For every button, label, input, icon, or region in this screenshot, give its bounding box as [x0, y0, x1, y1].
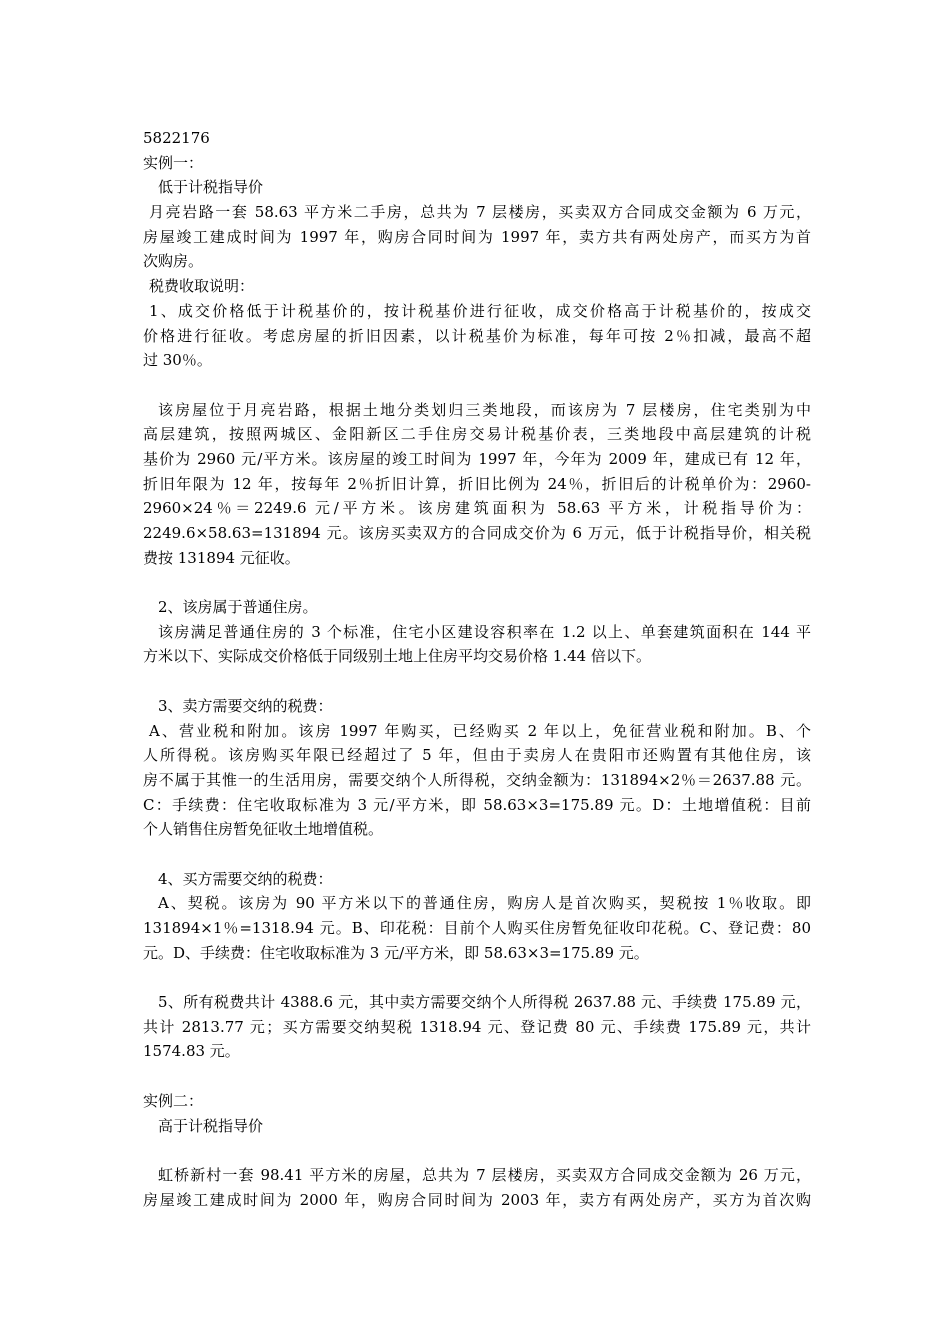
- explain-title: 税费收取说明：: [149, 277, 255, 296]
- blank-line: [143, 1064, 811, 1089]
- point1-detail: [143, 398, 811, 571]
- paragraph-line: A、营业税和附加。该房 1997 年购买，已经购买 2 年以上，免征营业税和附加。B、个: [149, 721, 811, 740]
- paragraph-line: 价格进行征收。考虑房屋的折旧因素，以计税基价为标准，每年可按 2％扣减，最高不超: [143, 326, 811, 345]
- paragraph-line: 房屋竣工建成时间为 2000 年，购房合同时间为 2003 年，卖方有两处房产，买方为首次购: [143, 1190, 811, 1209]
- document-id: 5822176: [143, 129, 210, 147]
- blank-line: [143, 842, 811, 867]
- paragraph-line: 5、所有税费共计 4388.6 元，其中卖方需要交纳个人所得税 2637.88 元、手续费 175.89 元，: [158, 993, 811, 1012]
- paragraph-line: 次购房。: [143, 252, 204, 271]
- blank-line: [143, 669, 811, 694]
- blank-line: [143, 373, 811, 398]
- case1-title: 实例一：: [143, 153, 204, 172]
- blank-line: [143, 570, 811, 595]
- paragraph-line: A、契税。该房为 90 平方米以下的普通住房，购房人是首次购买，契税按 1％收取。即: [158, 894, 811, 913]
- point4-title: 4、买方需要交纳的税费：: [158, 869, 333, 888]
- case1-subtitle: 低于计税指导价: [158, 178, 264, 197]
- point4: [143, 891, 811, 965]
- paragraph-line: 该房满足普通住房的 3 个标准，住宅小区建设容积率在 1.2 以上、单套建筑面积在 144 平: [158, 622, 811, 641]
- paragraph-line: 房屋竣工建成时间为 1997 年，购房合同时间为 1997 年，卖方共有两处房产，而买方为首: [143, 227, 811, 246]
- case2-subtitle: 高于计税指导价: [158, 1116, 264, 1135]
- paragraph-line: 方米以下、实际成交价格低于同级别土地上住房平均交易价格 1.44 倍以下。: [143, 647, 651, 666]
- point3: [143, 719, 811, 842]
- paragraph-line: 个人销售住房暂免征收土地增值税。: [143, 820, 384, 839]
- paragraph-line: 费按 131894 元征收。: [143, 548, 300, 567]
- paragraph-line: 2249.6×58.63=131894 元。该房买卖双方的合同成交价为 6 万元，低于计税指导价，相关税: [143, 524, 811, 542]
- paragraph-line: 虹桥新村一套 98.41 平方米的房屋，总共为 7 层楼房，买卖双方合同成交金额为 26 万元，: [158, 1165, 811, 1184]
- paragraph-line: 该房屋位于月亮岩路，根据土地分类划归三类地段，而该房为 7 层楼房，住宅类别为中: [158, 400, 811, 419]
- paragraph-line: 过 30％。: [143, 351, 212, 370]
- paragraph-line: 人所得税。该房购买年限已经超过了 5 年，但由于卖房人在贵阳市还购置有其他住房，该: [143, 746, 811, 765]
- paragraph-line: 折旧年限为 12 年，按每年 2％折旧计算，折旧比例为 24％，折旧后的计税单价为：2960-: [143, 474, 811, 493]
- paragraph-line: 2960×24％＝2249.6 元/平方米。该房建筑面积为 58.63 平方米，计税指导价为：: [143, 499, 811, 518]
- paragraph-line: 1574.83 元。: [143, 1042, 240, 1061]
- point2: [143, 620, 811, 669]
- blank-line: [143, 1138, 811, 1163]
- paragraph-line: C：手续费：住宅收取标准为 3 元/平方米，即 58.63×3=175.89 元。D：土地增值税：目前: [143, 795, 811, 814]
- paragraph-line: 1、成交价格低于计税基价的，按计税基价进行征收，成交价格高于计税基价的，按成交: [149, 301, 811, 320]
- paragraph-line: 房不属于其惟一的生活用房，需要交纳个人所得税，交纳金额为：131894×2％＝2637.88 元。: [143, 770, 811, 789]
- paragraph-line: 月亮岩路一套 58.63 平方米二手房，总共为 7 层楼房，买卖双方合同成交金额为 6 万元，: [149, 203, 811, 222]
- paragraph-line: 元。D、手续费：住宅收取标准为 3 元/平方米，即 58.63×3=175.89 元。: [143, 943, 649, 962]
- point1: [143, 299, 811, 373]
- paragraph-line: 基价为 2960 元/平方米。该房屋的竣工时间为 1997 年，今年为 2009 年，建成已有 12 年，: [143, 449, 811, 468]
- paragraph-line: 共计 2813.77 元；买方需要交纳契税 1318.94 元、登记费 80 元、手续费 175.89 元，共计: [143, 1017, 811, 1036]
- case2-intro: [143, 1163, 811, 1212]
- case1-intro: [143, 200, 811, 274]
- paragraph-line: 131894×1％=1318.94 元。B、印花税：目前个人购买住房暂免征收印花税。C、登记费：80: [143, 919, 811, 937]
- point2-title: 2、该房属于普通住房。: [158, 598, 318, 617]
- point5: [143, 990, 811, 1064]
- case2-title: 实例二：: [143, 1091, 204, 1110]
- blank-line: [143, 965, 811, 990]
- document-page: [143, 126, 811, 1212]
- paragraph-line: 高层建筑，按照两城区、金阳新区二手住房交易计税基价表，三类地段中高层建筑的计税: [143, 425, 811, 444]
- point3-title: 3、卖方需要交纳的税费：: [158, 696, 333, 715]
